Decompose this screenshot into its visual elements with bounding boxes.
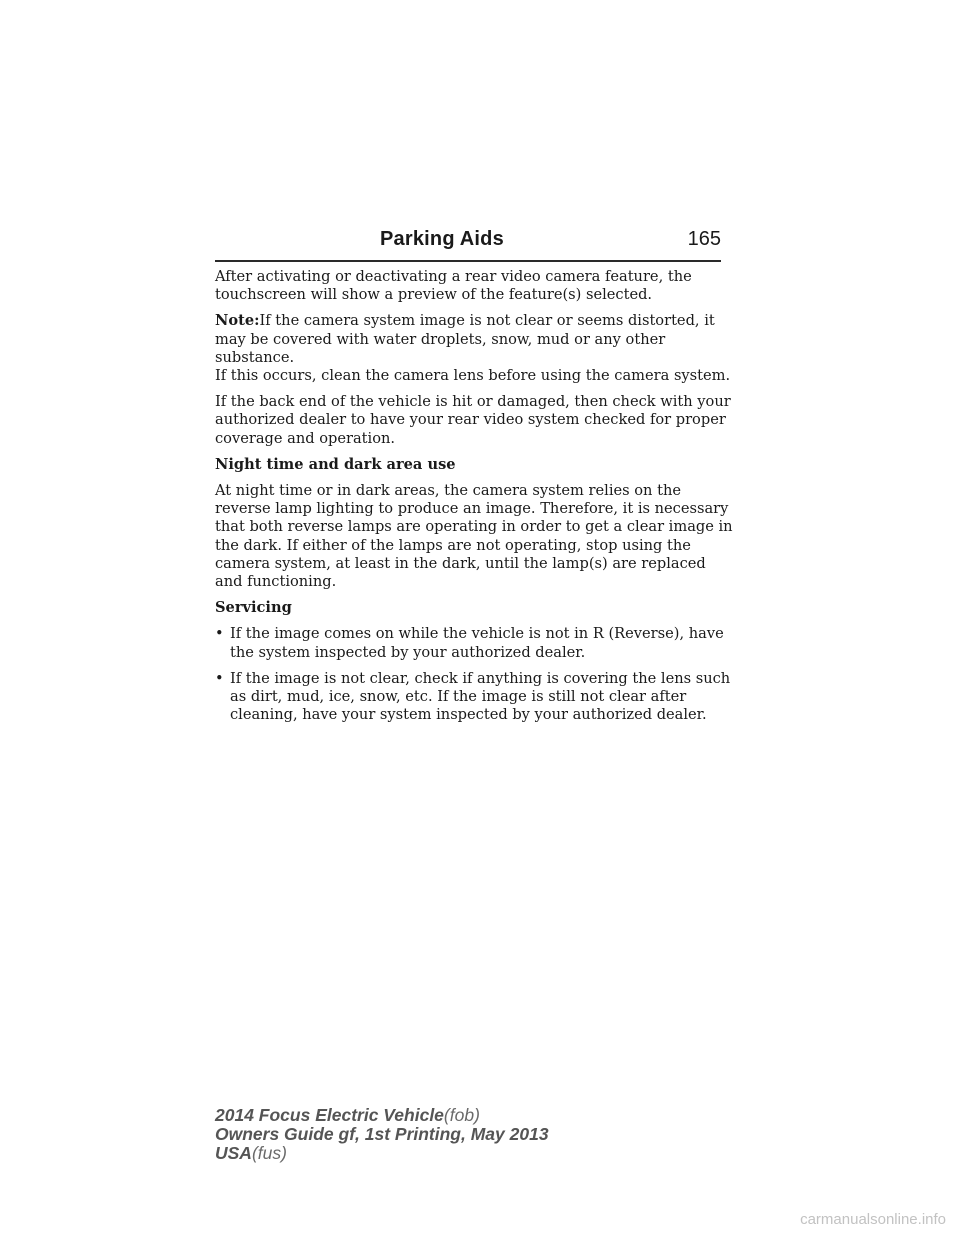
paragraph-night-time: At night time or in dark areas, the camera system relies on the reverse lamp lighting to produce an image. Therefore, it is necessary that both reverse lamps are operating in order to get a clear image in the dark. If either of the lamps are not operating, stop using the camera system, at least in the dark, until the lamp(s) are replaced and functioning. [215,482,733,591]
list-item [215,625,735,661]
note-text-continued: If this occurs, clean the camera lens before using the camera system. [215,367,731,385]
footer-line-market: USA(fus) [215,1143,287,1163]
note-text: If the camera system image is not clear or seems distorted, it may be covered with water droplets, snow, mud or any other substance. [215,312,715,366]
heading-night-time: Night time and dark area use [215,455,456,473]
paragraph-preview: After activating or deactivating a rear video camera feature, the touchscreen will show a preview of the feature(s) selected. [215,268,692,304]
page-number: 165 [687,228,721,250]
site-watermark: carmanualsonline.info [800,1211,946,1228]
page-footer [215,1106,549,1163]
bullet-text: If the image is not clear, check if anything is covering the lens such as dirt, mud, ice, snow, etc. If the image is still not clear after cleaning, have your system inspected by your authorized dealer. [230,669,731,724]
page-body [215,268,735,732]
paragraph-damage: If the back end of the vehicle is hit or damaged, then check with your authorized dealer to have your rear video system checked for proper coverage and operation. [215,393,731,447]
bullet-icon: • [215,669,224,687]
note-label: Note: [215,312,260,330]
bullet-icon: • [215,625,224,643]
footer-line-printing: Owners Guide gf, 1st Printing, May 2013 [215,1124,549,1144]
heading-servicing: Servicing [215,599,292,617]
page-header [215,226,721,262]
list-item [215,670,735,725]
footer-line-vehicle: 2014 Focus Electric Vehicle(fob) [215,1105,480,1125]
bullet-text: If the image comes on while the vehicle is not in R (Reverse), have the system inspected by your authorized dealer. [230,625,724,661]
note-paragraph [215,312,735,385]
section-title: Parking Aids [380,228,504,250]
